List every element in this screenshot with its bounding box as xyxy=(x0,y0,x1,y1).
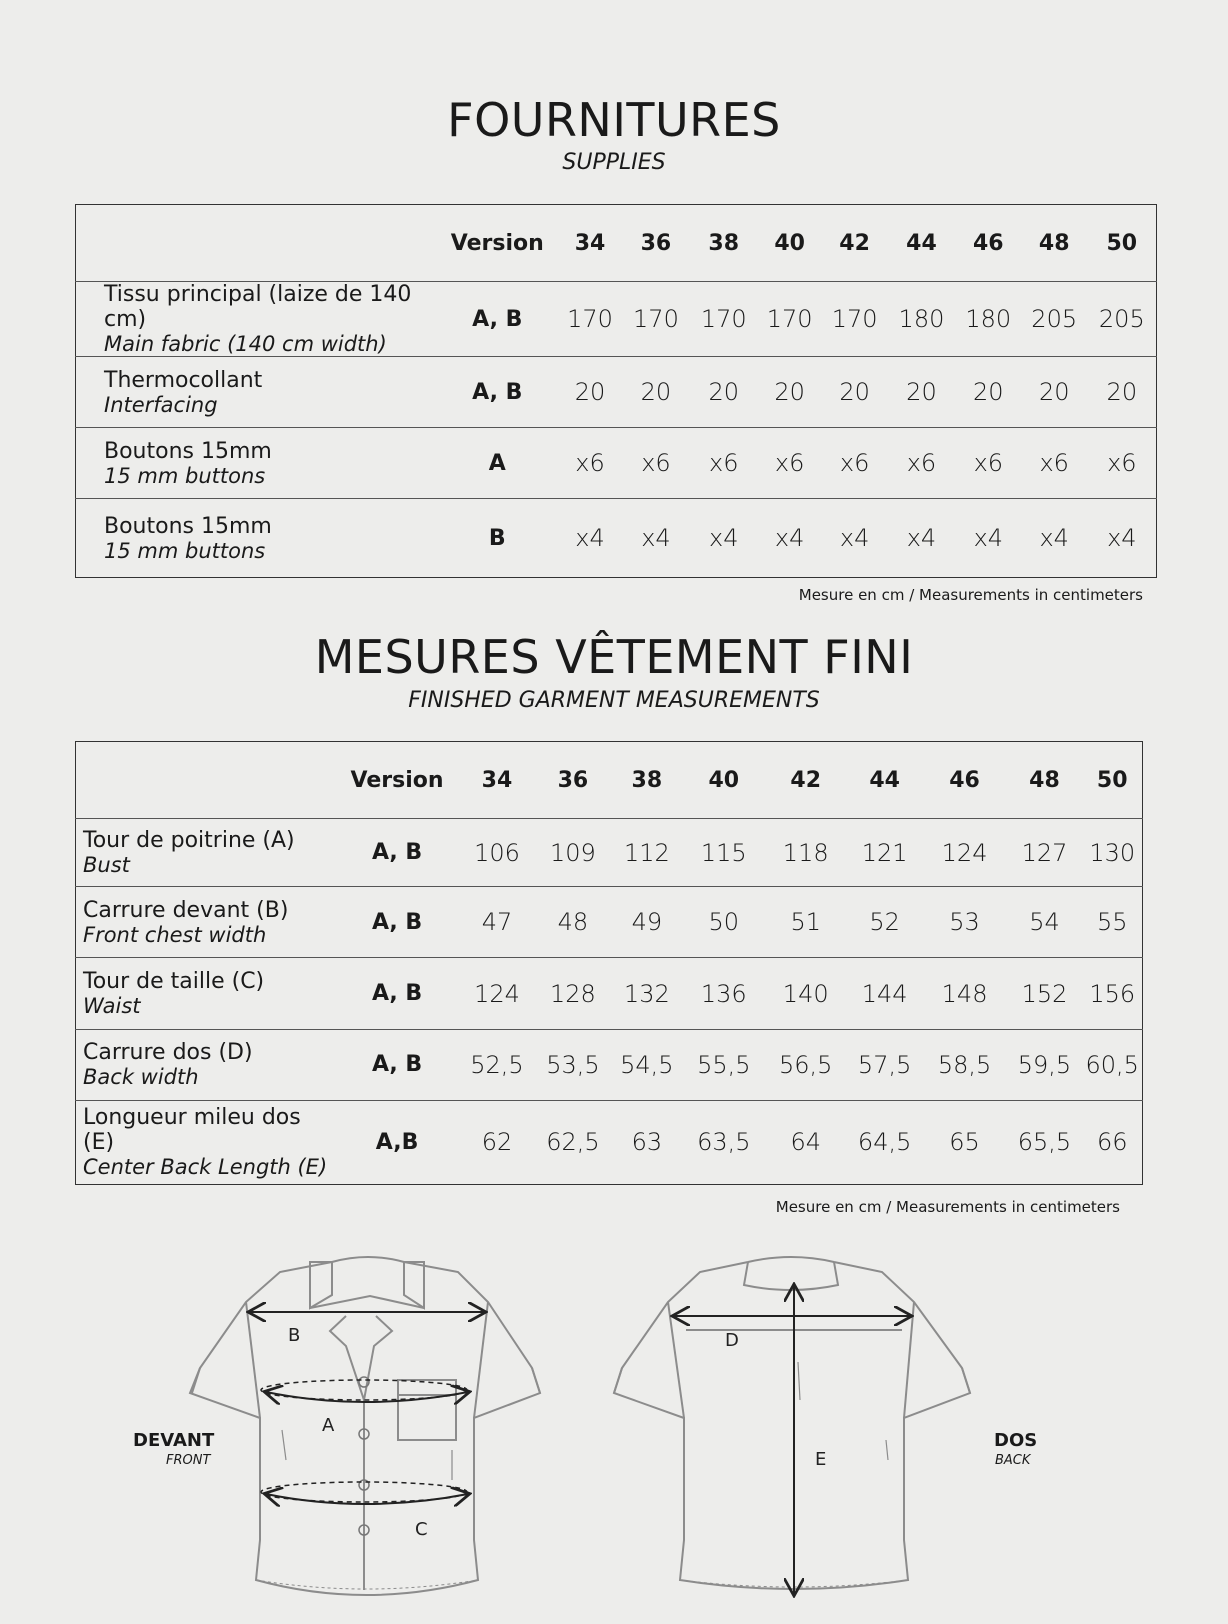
finished-row-bust xyxy=(76,819,1143,887)
cell-value: x6 xyxy=(757,428,822,499)
measure-c-dash xyxy=(261,1482,467,1502)
cell-value: x6 xyxy=(1088,428,1157,499)
cell-value: 47 xyxy=(459,887,535,958)
supplies-row-buttons-a xyxy=(76,428,1157,499)
row-version: B xyxy=(436,499,558,578)
cell-value: 57,5 xyxy=(847,1029,923,1100)
cell-value: 180 xyxy=(887,282,956,357)
cell-value: x6 xyxy=(559,428,622,499)
cell-value: 20 xyxy=(559,357,622,428)
row-label-en: Waist xyxy=(83,994,141,1019)
cell-value: 130 xyxy=(1082,819,1142,887)
row-label-fr: Boutons 15mm xyxy=(104,438,272,464)
row-version: A, B xyxy=(436,357,558,428)
row-label-fr: Carrure dos (D) xyxy=(83,1040,253,1066)
measure-a-dash xyxy=(261,1380,467,1400)
size-header: 40 xyxy=(774,230,805,256)
cell-value: 205 xyxy=(1088,282,1157,357)
size-header: 44 xyxy=(906,230,937,256)
cell-value: x4 xyxy=(1021,499,1088,578)
finished-subtitle: FINISHED GARMENT MEASUREMENTS xyxy=(408,688,820,713)
size-header: 50 xyxy=(1096,767,1128,793)
supplies-subtitle: SUPPLIES xyxy=(562,150,666,175)
size-header: 36 xyxy=(640,230,672,256)
cell-value: 65 xyxy=(923,1100,1007,1184)
cell-value: x4 xyxy=(887,499,956,578)
cell-value: 20 xyxy=(622,357,691,428)
cell-value: 127 xyxy=(1007,819,1083,887)
row-version: A, B xyxy=(335,819,459,887)
row-label-fr: Tour de poitrine (A) xyxy=(83,828,295,854)
back-sublabel: BACK xyxy=(995,1453,1031,1468)
cell-value: 53,5 xyxy=(535,1029,611,1100)
size-header: 34 xyxy=(574,230,606,256)
cell-value: 121 xyxy=(847,819,923,887)
cell-value: 148 xyxy=(923,958,1007,1029)
cell-value: 20 xyxy=(690,357,757,428)
marker-d: D xyxy=(725,1330,739,1351)
size-header: 40 xyxy=(708,767,740,793)
row-label-fr: Tour de taille (C) xyxy=(83,969,265,995)
back-shirt-drawing xyxy=(614,1257,970,1589)
cell-value: x4 xyxy=(956,499,1021,578)
marker-c: C xyxy=(415,1519,428,1540)
cell-value: 170 xyxy=(690,282,757,357)
cell-value: 64,5 xyxy=(847,1100,923,1184)
cell-value: 55 xyxy=(1082,887,1142,958)
cell-value: 115 xyxy=(683,819,765,887)
cell-value: 170 xyxy=(622,282,691,357)
front-sublabel: FRONT xyxy=(166,1453,211,1468)
size-header: 38 xyxy=(631,767,663,793)
size-header: 48 xyxy=(1038,230,1070,256)
row-version: A, B xyxy=(436,282,558,357)
cell-value: x4 xyxy=(1088,499,1157,578)
cell-value: 109 xyxy=(535,819,611,887)
front-buttons xyxy=(359,1377,369,1535)
cell-value: 132 xyxy=(611,958,683,1029)
cell-value: 144 xyxy=(847,958,923,1029)
button-icon xyxy=(359,1525,369,1535)
supplies-row-main-fabric xyxy=(76,282,1157,357)
finished-row-waist xyxy=(76,958,1143,1029)
row-label-en: Main fabric (140 cm width) xyxy=(104,332,387,356)
cell-value: 124 xyxy=(459,958,535,1029)
row-label-en: Center Back Length (E) xyxy=(83,1155,328,1180)
cell-value: 49 xyxy=(611,887,683,958)
front-measure-lines xyxy=(250,1312,484,1504)
row-label-en: Front chest width xyxy=(83,922,267,947)
cell-value: 106 xyxy=(459,819,535,887)
cell-value: 53 xyxy=(923,887,1007,958)
back-measure-lines xyxy=(674,1286,910,1594)
cell-value: 54,5 xyxy=(611,1029,683,1100)
row-version: A, B xyxy=(335,1029,459,1100)
cell-value: 205 xyxy=(1021,282,1088,357)
cell-value: 62 xyxy=(459,1100,535,1184)
cell-value: 50 xyxy=(683,887,765,958)
cell-value: 64 xyxy=(765,1100,847,1184)
marker-e: E xyxy=(815,1449,827,1470)
cell-value: 20 xyxy=(887,357,956,428)
cell-value: x6 xyxy=(887,428,956,499)
cell-value: 62,5 xyxy=(535,1100,611,1184)
cell-value: 56,5 xyxy=(765,1029,847,1100)
cell-value: 118 xyxy=(765,819,847,887)
row-label-fr: Longueur mileu dos (E) xyxy=(83,1105,301,1156)
finished-row-back-width xyxy=(76,1029,1143,1100)
supplies-title: FOURNITURES xyxy=(447,93,781,147)
marker-a: A xyxy=(322,1415,335,1436)
front-label: DEVANT xyxy=(133,1430,215,1451)
row-label-en: Interfacing xyxy=(104,392,218,417)
cell-value: 63,5 xyxy=(683,1100,765,1184)
cell-value: 180 xyxy=(956,282,1021,357)
cell-value: 63 xyxy=(611,1100,683,1184)
back-label: DOS xyxy=(994,1430,1038,1451)
button-icon xyxy=(359,1429,369,1439)
size-header: 44 xyxy=(869,767,900,793)
supplies-table xyxy=(75,204,1157,578)
cell-value: 52,5 xyxy=(459,1029,535,1100)
cell-value: x6 xyxy=(956,428,1021,499)
cell-value: 52 xyxy=(847,887,923,958)
cell-value: x4 xyxy=(757,499,822,578)
cell-value: 170 xyxy=(757,282,822,357)
cell-value: 59,5 xyxy=(1007,1029,1083,1100)
cell-value: 124 xyxy=(923,819,1007,887)
supplies-row-buttons-b xyxy=(76,499,1157,578)
cell-value: 20 xyxy=(1088,357,1157,428)
button-icon xyxy=(359,1377,369,1387)
version-header: Version xyxy=(350,767,444,793)
cell-value: x6 xyxy=(1021,428,1088,499)
finished-row-front-chest xyxy=(76,887,1143,958)
cell-value: 128 xyxy=(535,958,611,1029)
cell-value: 54 xyxy=(1007,887,1083,958)
cell-value: 156 xyxy=(1082,958,1142,1029)
cell-value: 20 xyxy=(757,357,822,428)
cell-value: 66 xyxy=(1082,1100,1142,1184)
cell-value: 51 xyxy=(765,887,847,958)
row-version: A, B xyxy=(335,958,459,1029)
finished-unit-note: Mesure en cm / Measurements in centimeters xyxy=(775,1198,1120,1216)
row-label-fr: Carrure devant (B) xyxy=(83,897,289,923)
row-label-en: Bust xyxy=(83,853,130,878)
marker-b: B xyxy=(288,1325,301,1346)
cell-value: 152 xyxy=(1007,958,1083,1029)
finished-table xyxy=(75,741,1143,1185)
cell-value: x6 xyxy=(822,428,887,499)
finished-title: MESURES VÊTEMENT FINI xyxy=(314,630,914,684)
cell-value: 48 xyxy=(535,887,611,958)
button-icon xyxy=(359,1480,369,1490)
size-header: 42 xyxy=(839,230,870,256)
cell-value: 20 xyxy=(1021,357,1088,428)
row-label-fr: Thermocollant xyxy=(104,367,263,393)
cell-value: 20 xyxy=(956,357,1021,428)
cell-value: x4 xyxy=(622,499,691,578)
row-version: A xyxy=(436,428,558,499)
cell-value: 112 xyxy=(611,819,683,887)
row-label-fr: Tissu principal (laize de 140 cm) xyxy=(104,282,412,332)
cell-value: 20 xyxy=(822,357,887,428)
cell-value: 65,5 xyxy=(1007,1100,1083,1184)
size-header: 46 xyxy=(949,767,980,793)
row-label-en: 15 mm buttons xyxy=(104,463,266,488)
cell-value: x4 xyxy=(690,499,757,578)
cell-value: 55,5 xyxy=(683,1029,765,1100)
measure-a-arrow xyxy=(266,1392,468,1402)
row-version: A,B xyxy=(335,1100,459,1184)
cell-value: 140 xyxy=(765,958,847,1029)
size-header: 48 xyxy=(1029,767,1060,793)
finished-header-row xyxy=(76,742,1143,819)
cell-value: 170 xyxy=(822,282,887,357)
size-header: 34 xyxy=(481,767,513,793)
cell-value: 136 xyxy=(683,958,765,1029)
supplies-unit-note: Mesure en cm / Measurements in centimeters xyxy=(798,586,1143,604)
measure-c-arrow xyxy=(266,1494,468,1504)
row-label-en: Back width xyxy=(83,1065,199,1090)
cell-value: x4 xyxy=(559,499,622,578)
version-header: Version xyxy=(450,230,544,256)
finished-row-center-back-length xyxy=(76,1100,1143,1184)
front-shirt-drawing xyxy=(190,1257,540,1595)
supplies-row-interfacing xyxy=(76,357,1157,428)
size-header: 46 xyxy=(972,230,1004,256)
size-header: 42 xyxy=(790,767,822,793)
cell-value: 58,5 xyxy=(923,1029,1007,1100)
cell-value: 170 xyxy=(559,282,622,357)
size-header: 50 xyxy=(1106,230,1138,256)
cell-value: x6 xyxy=(622,428,691,499)
row-label-en: 15 mm buttons xyxy=(104,538,266,563)
row-version: A, B xyxy=(335,887,459,958)
cell-value: 60,5 xyxy=(1082,1029,1142,1100)
row-label-fr: Boutons 15mm xyxy=(104,513,272,539)
supplies-header-row xyxy=(76,205,1157,282)
size-header: 36 xyxy=(557,767,589,793)
cell-value: x6 xyxy=(690,428,757,499)
cell-value: x4 xyxy=(822,499,887,578)
size-header: 38 xyxy=(708,230,740,256)
